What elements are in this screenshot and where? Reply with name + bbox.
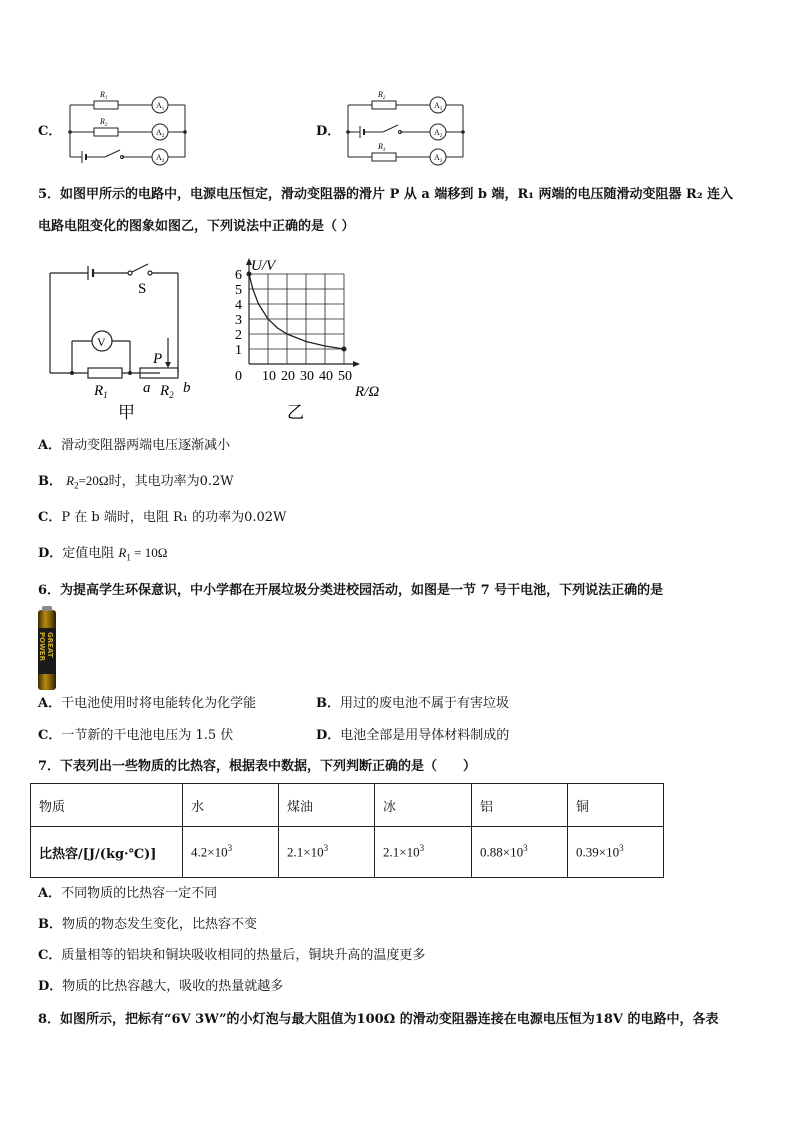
- q7-option-d[interactable]: [38, 978, 283, 996]
- chart-y-tick-label: 5: [235, 283, 242, 298]
- table-cell: $2.1\times 10^3$: [375, 827, 472, 878]
- q5-option-a-label: A．: [38, 438, 62, 453]
- table-cell: $0.88\times 10^3$: [472, 827, 568, 878]
- table-row-label: 比热容/[J/(kg·℃)]: [31, 827, 183, 878]
- chart-x-arrow: [353, 361, 360, 367]
- q6-stem: 6．为提高学生环保意识，中小学都在开展垃圾分类进校园活动，如图是一节 7 号干电池，下列说法正确的是: [38, 583, 664, 598]
- jia-slider-label: P: [153, 351, 163, 367]
- circuit-d-a3: $A_3$: [434, 153, 443, 164]
- table-header-cell: 冰: [375, 784, 472, 827]
- table-header-cell: 铜: [568, 784, 664, 827]
- q6-option-d-text: 电池全部是用导体材料制成的: [340, 728, 510, 743]
- chart-grid: [249, 274, 344, 364]
- jia-r2-label: $R_2$: [160, 383, 174, 400]
- q5-option-a[interactable]: [38, 437, 230, 455]
- chart-y-tick-label: 3: [235, 313, 242, 328]
- q5-circuit-jia: [40, 258, 190, 423]
- q5-option-a-text: 滑动变阻器两端电压逐渐减小: [61, 438, 231, 453]
- q5-option-d-label: D．: [38, 546, 63, 561]
- circuit-c-a1: $A_1$: [156, 101, 165, 112]
- chart-x-tick-label: 50: [338, 369, 352, 384]
- q5-graph-yi: [225, 252, 395, 424]
- q4-circuit-c: [60, 85, 190, 170]
- q6-option-d-label: D．: [316, 728, 341, 743]
- circuit-c-a2: $A_2$: [156, 128, 165, 139]
- table-header-cell: 水: [183, 784, 279, 827]
- q6-option-a-label: A．: [38, 696, 62, 711]
- table-header-cell: 物质: [31, 784, 183, 827]
- q7-option-b-text: 物质的物态发生变化，比热容不变: [62, 917, 258, 932]
- q6-option-b-text: 用过的废电池不属于有害垃圾: [340, 696, 510, 711]
- chart-y-tick-label: 4: [235, 298, 242, 313]
- jia-end-b: b: [183, 380, 190, 396]
- specific-heat-table: [30, 783, 664, 878]
- jia-voltmeter-label: V: [97, 335, 106, 349]
- chart-x-tick-label: 40: [319, 369, 333, 384]
- q5-stem-line1: 5．如图甲所示的电路中，电源电压恒定，滑动变阻器的滑片 P 从 a 端移到 b 端，R₁ 两端的电压随滑动变阻器 R₂ 连入: [38, 187, 734, 202]
- q7-option-d-text: 物质的比热容越大，吸收的热量就越多: [62, 979, 284, 994]
- q6-option-a[interactable]: [38, 695, 256, 713]
- q5-option-c-label: C．: [38, 510, 62, 525]
- chart-x-tick-label: 10: [262, 369, 276, 384]
- jia-caption: 甲: [118, 403, 135, 422]
- circuit-c-a3: $A_3$: [156, 153, 165, 164]
- q5-option-b-label: B．: [38, 474, 62, 489]
- chart-x-tick-label: 30: [300, 369, 314, 384]
- q5-option-b-var: R: [66, 473, 75, 488]
- table-row: [31, 827, 664, 878]
- q5-stem-line2: 电路电阻变化的图象如图乙，下列说法中正确的是（ ）: [38, 219, 355, 234]
- chart-ylabel: U/V: [251, 258, 276, 274]
- battery-brand: GREAT POWER: [38, 632, 54, 661]
- q5-option-d-var: R: [118, 545, 127, 560]
- chart-end-point: [342, 347, 347, 352]
- q7-option-a-label: A．: [38, 886, 62, 901]
- q6-option-a-text: 干电池使用时将电能转化为化学能: [61, 696, 257, 711]
- q5-option-b[interactable]: [38, 472, 234, 495]
- q5-option-c[interactable]: [38, 509, 286, 527]
- chart-y-tick-label: 6: [235, 268, 242, 283]
- q7-option-d-label: D．: [38, 979, 63, 994]
- chart-y-tick-label: 1: [235, 343, 242, 358]
- q5-option-d-sub: 1: [126, 552, 131, 563]
- q7-option-c[interactable]: [38, 947, 425, 965]
- circuit-d-a1: $A_1$: [434, 101, 443, 112]
- chart-y-tick-label: 2: [235, 328, 242, 343]
- q5-option-d-eq: = 10Ω: [130, 545, 168, 560]
- q5-option-b-eq: =20Ω: [78, 473, 109, 488]
- battery-cap: [42, 606, 52, 611]
- circuit-d-a2: $A_2$: [434, 128, 443, 139]
- table-cell: $2.1\times 10^3$: [279, 827, 375, 878]
- q7-option-a[interactable]: [38, 885, 217, 903]
- q6-option-b-label: B．: [316, 696, 340, 711]
- jia-r1-label: $R_1$: [94, 383, 108, 400]
- table-header-row: [31, 784, 664, 827]
- jia-end-a: a: [143, 380, 151, 396]
- yi-caption: 乙: [287, 403, 304, 422]
- chart-series-line: [249, 274, 344, 349]
- table-cell: $4.2\times 10^3$: [183, 827, 279, 878]
- q6-option-c-label: C．: [38, 728, 62, 743]
- q7-option-b-label: B．: [38, 917, 62, 932]
- q5-option-b-text: 时，其电功率为0.2W: [108, 474, 234, 489]
- q7-option-a-text: 不同物质的比热容一定不同: [61, 886, 218, 901]
- q5-option-b-sub: 2: [74, 480, 79, 491]
- chart-x-tick-label: 20: [281, 369, 295, 384]
- q7-option-c-label: C．: [38, 948, 62, 963]
- q4-option-c-label: C．: [38, 124, 62, 139]
- q4-circuit-d: [338, 85, 468, 170]
- circuit-d-r3-label: $R_3$: [378, 142, 386, 153]
- q6-option-c[interactable]: [38, 727, 233, 745]
- chart-xlabel: R/Ω: [355, 384, 380, 400]
- q7-option-c-text: 质量相等的铝块和铜块吸收相同的热量后，铜块升高的温度更多: [61, 948, 426, 963]
- q6-option-c-text: 一节新的干电池电压为 1.5 伏: [61, 728, 234, 743]
- jia-switch-label: S: [138, 281, 147, 297]
- q4-option-d-label: D．: [316, 124, 341, 139]
- q7-option-b[interactable]: [38, 916, 257, 934]
- q6-option-d[interactable]: [316, 727, 509, 745]
- q5-option-d-text: 定值电阻: [62, 546, 119, 561]
- circuit-c-r2-label: $R_2$: [100, 117, 108, 128]
- chart-x-tick-label: 0: [235, 369, 242, 384]
- battery-image: [38, 610, 56, 690]
- circuit-c-r1-label: $R_1$: [100, 90, 108, 101]
- table-cell: $0.39\times 10^3$: [568, 827, 664, 878]
- q7-stem: 7．下表列出一些物质的比热容，根据表中数据，下列判断正确的是（ ）: [38, 759, 477, 774]
- q6-option-b[interactable]: [316, 695, 509, 713]
- table-header-cell: 铝: [472, 784, 568, 827]
- table-header-cell: 煤油: [279, 784, 375, 827]
- q8-stem: 8．如图所示，把标有“6V 3W”的小灯泡与最大阻值为100Ω 的滑动变阻器连接在电源电压恒为18V 的电路中，各表: [38, 1012, 719, 1027]
- q5-option-d[interactable]: [38, 544, 167, 567]
- circuit-d-r2-label: $R_2$: [378, 90, 386, 101]
- q5-option-c-text: P 在 b 端时，电阻 R₁ 的功率为0.02W: [61, 510, 287, 525]
